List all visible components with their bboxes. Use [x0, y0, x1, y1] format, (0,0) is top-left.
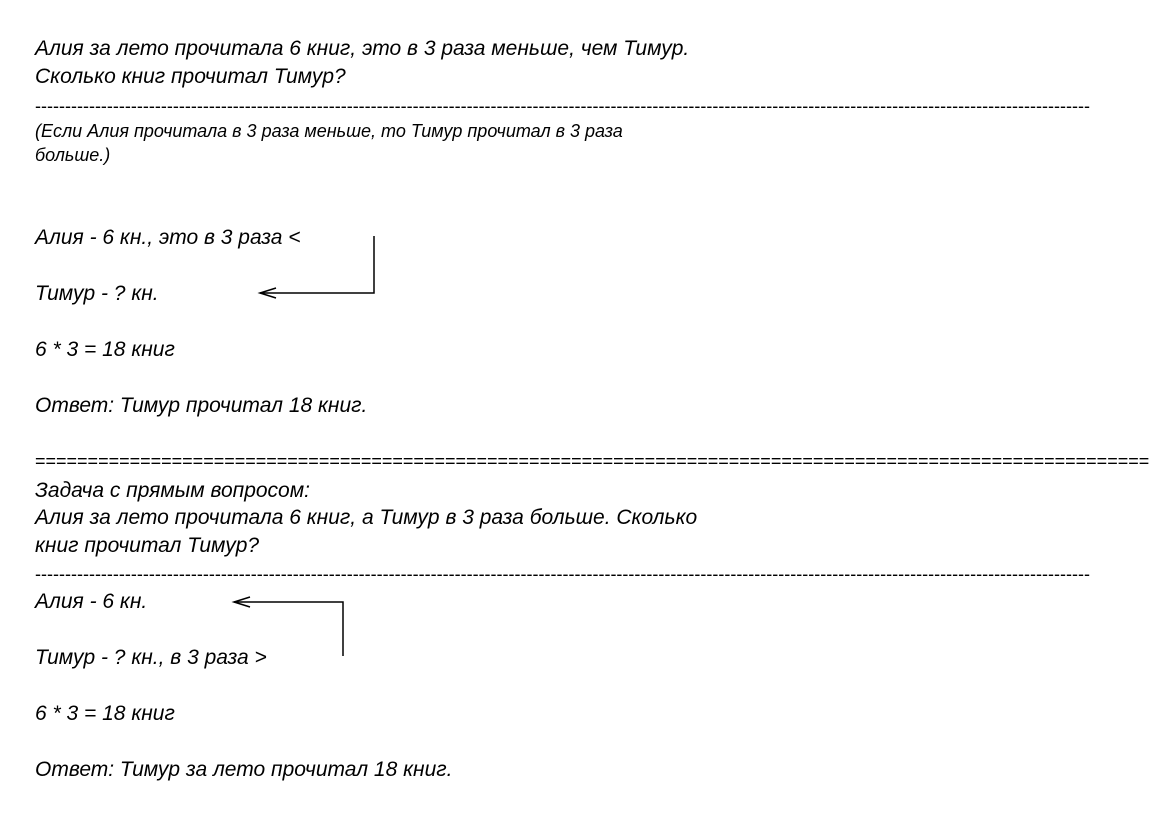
problem2-heading: Задача с прямым вопросом:: [35, 479, 310, 502]
problem1-note-line1: (Если Алия прочитала в 3 раза меньше, то Тимур прочитал в 3 раза: [35, 121, 623, 141]
problem2-solution: 6 * 3 = 18 книг: [35, 702, 175, 725]
problem2-answer: Ответ: Тимур за лето прочитал 18 книг.: [35, 758, 453, 781]
problem1-condition-alia: Алия - 6 кн., это в 3 раза <: [35, 226, 301, 249]
problem1-arrow-icon: [260, 236, 374, 298]
problem2-condition-timur: Тимур - ? кн., в 3 раза >: [35, 646, 267, 669]
dashed-divider-2: --------------------------------------------------------------------------------------------------------------------------------------------------------------------------------: [35, 564, 1090, 584]
problem1-answer: Ответ: Тимур прочитал 18 книг.: [35, 394, 368, 417]
problem2-condition-alia: Алия - 6 кн.: [35, 590, 148, 613]
problem2-question: книг прочитал Тимур?: [35, 534, 260, 557]
problem1-condition-timur: Тимур - ? кн.: [35, 282, 159, 305]
problem1-solution: 6 * 3 = 18 книг: [35, 338, 175, 361]
problem1-text-line1: Алия за лето прочитала 6 книг, это в 3 раза меньше, чем Тимур.: [35, 37, 690, 60]
problem1-note-line2: больше.): [35, 145, 111, 165]
problem1-question: Сколько книг прочитал Тимур?: [35, 65, 346, 88]
problem2-text-line1: Алия за лето прочитала 6 книг, а Тимур в 3 раза больше. Сколько: [35, 506, 698, 529]
dashed-divider: --------------------------------------------------------------------------------------------------------------------------------------------------------------------------------: [35, 96, 1090, 116]
problem2-arrow-icon: [234, 597, 343, 656]
double-divider: ==========================================================================================================: [35, 451, 1149, 471]
